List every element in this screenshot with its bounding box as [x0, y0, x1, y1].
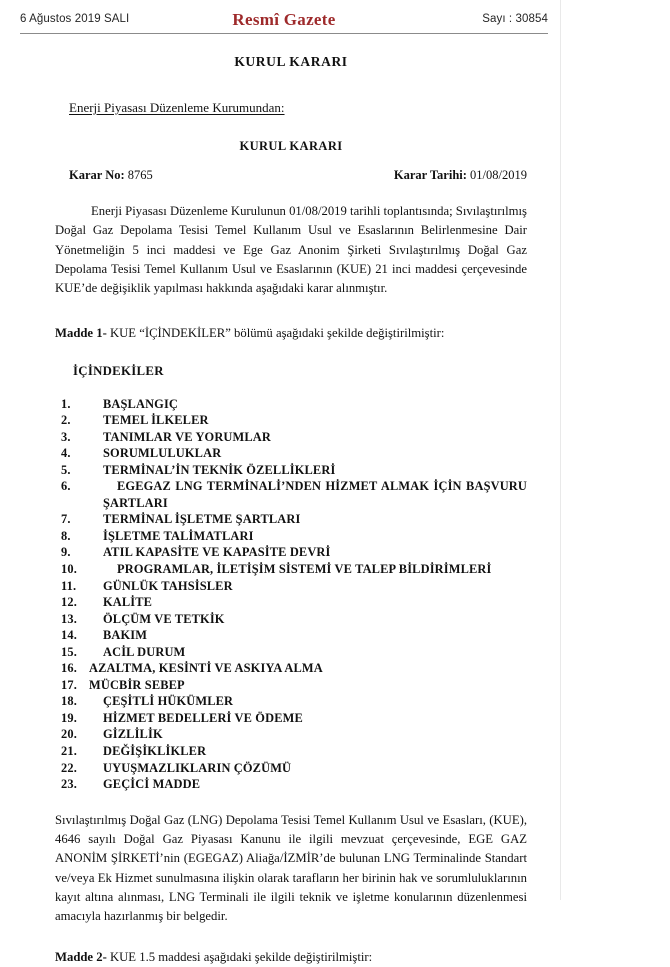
- issuing-authority: Enerji Piyasası Düzenleme Kurumundan:: [69, 100, 285, 115]
- intro-paragraph: Enerji Piyasası Düzenleme Kurulunun 01/08/2019 tarihli toplantısında; Sıvılaştırılmış Doğal Gaz Depolama Tesisi Temel Kullanım Usul ve Esaslarının Belirlenmesine Dair Yönetmeliğin 5 inci maddesi ve Ege Gaz Anonim Şirketi Sıvılaştırılmış Doğal Gaz Depolama Tesisi Temel Kullanım Usul ve Esaslarının (KUE) 21 inci maddesi çerçevesinde KUE’de değişiklik yapılması hakkında aşağıdaki karar alınmıştır.: [55, 204, 527, 296]
- decision-date: [394, 168, 527, 183]
- toc-item[interactable]: [55, 611, 527, 628]
- article-2-line: [55, 948, 527, 967]
- toc-item[interactable]: [55, 627, 527, 644]
- toc-item-label: DEĞİŞİKLİKLER: [103, 744, 207, 759]
- toc-item-number: 22.: [61, 760, 77, 775]
- toc-item-label: ATIL KAPASİTE VE KAPASİTE DEVRİ: [103, 545, 331, 560]
- toc-item-label: PROGRAMLAR, İLETİŞİM SİSTEMİ VE TALEP BİLDİRİMLERİ: [117, 562, 492, 576]
- decision-number-value: 8765: [127, 168, 153, 182]
- toc-item[interactable]: [55, 396, 527, 413]
- toc-item-label: MÜCBİR SEBEP: [89, 677, 185, 692]
- toc-item-label: BAKIM: [103, 628, 148, 643]
- toc-item-label: AZALTMA, KESİNTİ VE ASKIYA ALMA: [89, 661, 323, 676]
- toc-item[interactable]: [55, 594, 527, 611]
- page-title: KURUL KARARI: [234, 54, 348, 69]
- toc-item-number: 4.: [61, 446, 71, 461]
- toc-item[interactable]: [55, 743, 527, 760]
- toc-item-number: 3.: [61, 429, 71, 444]
- decision-heading: KURUL KARARI: [239, 139, 343, 153]
- toc-item-label: TANIMLAR VE YORUMLAR: [103, 429, 271, 444]
- closing-paragraph: Sıvılaştırılmış Doğal Gaz (LNG) Depolama Tesisi Temel Kullanım Usul ve Esasları, (KUE), 4646 sayılı Doğal Gaz Piyasası Kanunu ile ilgili mevzuat çerçevesinde, EGE GAZ ANONİM ŞİRKETİ’nin (EGEGAZ) Aliağa/İZMİR’de bulunan LNG Terminalinde Standart ve/veya Ek Hizmet sunulmasına ilişkin olarak tarafların her birinin hak ve sorumluluklarının kayıt altına alınması, LNG Terminali ile ilgili teknik ve işletme konularının düzenlenmesi amacıyla hazırlanmış bir belgedir.: [55, 812, 527, 924]
- toc-item-number: 14.: [61, 628, 77, 643]
- toc-item-number: 7.: [61, 512, 71, 527]
- toc-item[interactable]: [55, 544, 527, 561]
- document-body: [55, 45, 527, 967]
- toc-item-label: ACİL DURUM: [103, 644, 186, 659]
- toc-item[interactable]: [55, 660, 527, 677]
- toc-item[interactable]: [55, 644, 527, 661]
- decision-date-value: 01/08/2019: [470, 168, 527, 182]
- toc-item-label: EGEGAZ LNG TERMİNALİ’NDEN HİZMET ALMAK İÇİN BAŞVURU ŞARTLARI: [103, 479, 527, 510]
- toc-item-number: 16.: [61, 661, 77, 676]
- toc-item-label: SORUMLULUKLAR: [103, 446, 222, 461]
- toc-item[interactable]: [55, 776, 527, 793]
- toc-item-label: ÖLÇÜM VE TETKİK: [103, 611, 225, 626]
- toc-item[interactable]: [55, 760, 527, 777]
- toc-item[interactable]: [55, 445, 527, 462]
- decision-date-label: Karar Tarihi:: [393, 168, 467, 182]
- article-2-label: Madde 2-: [55, 950, 107, 965]
- toc-item[interactable]: [55, 710, 527, 727]
- toc-item-number: 12.: [61, 595, 77, 610]
- issue-number: Sayı : 30854: [482, 13, 548, 25]
- toc-item-label: TERMİNAL İŞLETME ŞARTLARI: [103, 512, 301, 527]
- header-divider: [20, 33, 548, 34]
- toc-item[interactable]: [55, 561, 527, 578]
- toc-item-label: GÜNLÜK TAHSİSLER: [103, 578, 233, 593]
- toc-item-number: 5.: [61, 462, 71, 477]
- toc-item-number: 18.: [61, 694, 77, 709]
- toc-item[interactable]: [55, 693, 527, 710]
- toc-item-number: 8.: [61, 528, 71, 543]
- toc-item-number: 19.: [61, 710, 77, 725]
- toc-item[interactable]: [55, 726, 527, 743]
- toc-item-label: ÇEŞİTLİ HÜKÜMLER: [103, 694, 234, 709]
- toc-item-number: 1.: [61, 396, 71, 411]
- toc-item-label: İŞLETME TALİMATLARI: [103, 528, 254, 543]
- toc-item-number: 20.: [61, 727, 77, 742]
- toc-item[interactable]: [55, 478, 527, 511]
- article-1-text: KUE “İÇİNDEKİLER” bölümü aşağıdaki şekilde değiştirilmiştir:: [109, 326, 445, 341]
- toc-item[interactable]: [55, 511, 527, 528]
- toc-heading: İÇİNDEKİLER: [73, 363, 164, 378]
- toc-item-label: TEMEL İLKELER: [103, 413, 209, 428]
- decision-meta-row: [55, 168, 527, 184]
- toc-item[interactable]: [55, 429, 527, 446]
- toc-item[interactable]: [55, 677, 527, 694]
- gazette-running-header: [20, 10, 548, 34]
- toc-item-label: BAŞLANGIÇ: [103, 396, 179, 411]
- article-1-label: Madde 1-: [55, 326, 107, 341]
- toc-item-number: 9.: [61, 545, 71, 560]
- toc-item-number: 23.: [61, 777, 77, 792]
- toc-item-number: 17.: [61, 677, 77, 692]
- gazette-name: Resmî Gazete: [232, 10, 336, 29]
- article-2-text: KUE 1.5 maddesi aşağıdaki şekilde değiştirilmiştir:: [109, 950, 373, 965]
- toc-item[interactable]: [55, 412, 527, 429]
- decision-number: [69, 168, 153, 183]
- toc-item-label: GİZLİLİK: [103, 727, 163, 742]
- toc-item-label: KALİTE: [103, 595, 153, 610]
- toc-item-label: HİZMET BEDELLERİ VE ÖDEME: [103, 710, 303, 725]
- toc-item-number: 11.: [61, 578, 77, 593]
- toc-item-number: 2.: [61, 413, 71, 428]
- toc-item-number: 10.: [61, 562, 77, 576]
- toc-item-number: 15.: [61, 644, 77, 659]
- article-1-line: [55, 324, 527, 343]
- toc-item-number: 13.: [61, 611, 77, 626]
- toc-item-number: 21.: [61, 744, 77, 759]
- toc-item[interactable]: [55, 462, 527, 479]
- toc-item-label: UYUŞMAZLIKLARIN ÇÖZÜMÜ: [103, 760, 292, 775]
- decision-number-label: Karar No:: [69, 168, 125, 182]
- toc-item[interactable]: [55, 578, 527, 595]
- toc-item-label: TERMİNAL’İN TEKNİK ÖZELLİKLERİ: [103, 462, 336, 477]
- toc-item[interactable]: [55, 528, 527, 545]
- toc-item-number: 6.: [61, 479, 71, 494]
- page-edge-line: [560, 0, 561, 900]
- table-of-contents: [55, 396, 527, 793]
- publication-date: 6 Ağustos 2019 SALI: [20, 13, 130, 25]
- toc-item-label: GEÇİCİ MADDE: [103, 777, 201, 792]
